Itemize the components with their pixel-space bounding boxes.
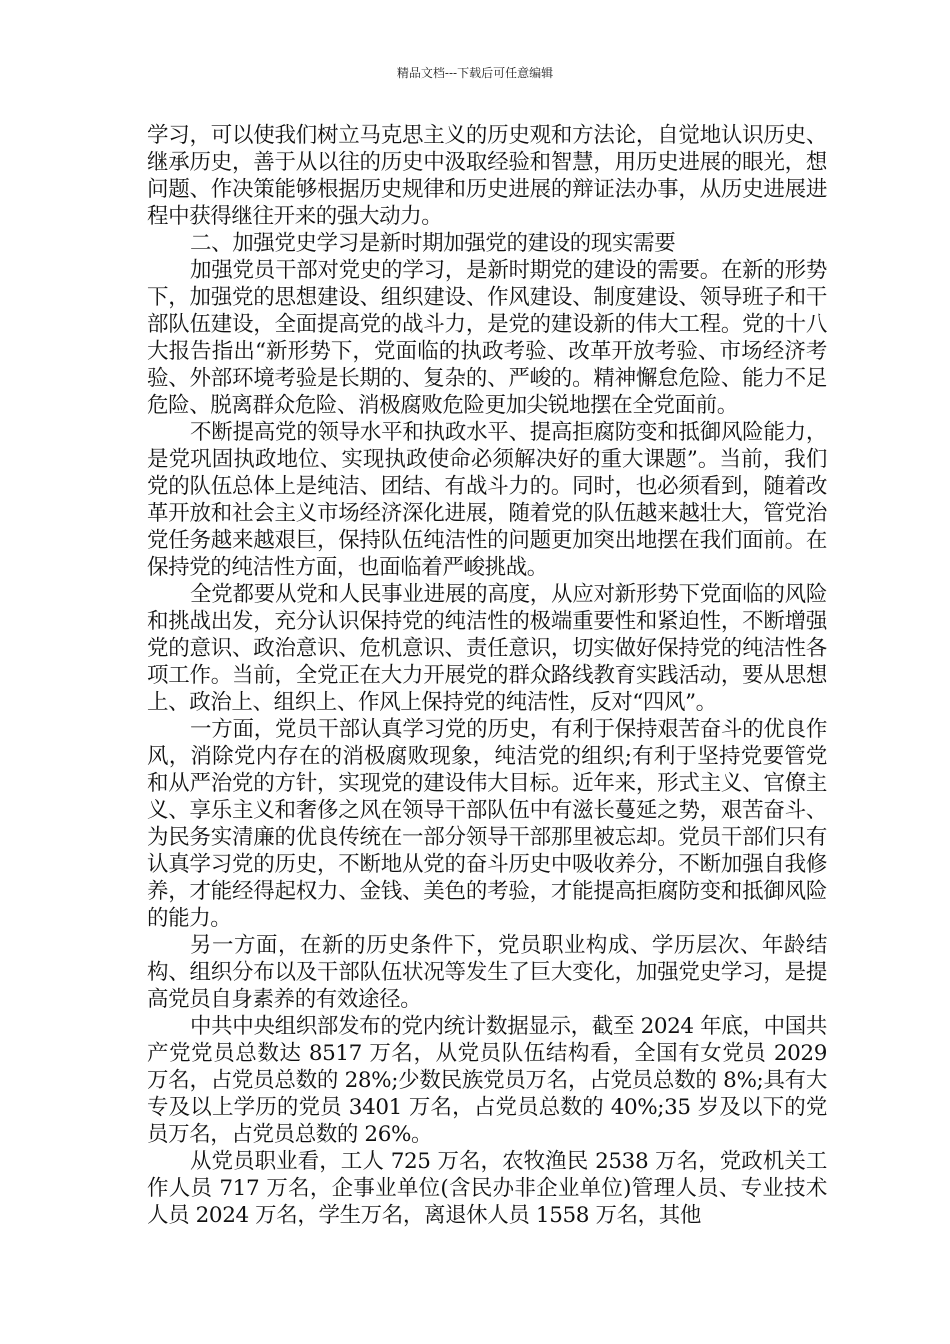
paragraph: 从党员职业看，工人 725 万名，农牧渔民 2538 万名，党政机关工作人员 717 万名，企事业单位(含民办非企业单位)管理人员、专业技术人员 2024 万名，学生万名，离退休人员 1558 万名，其他	[147, 1149, 827, 1228]
document-body	[147, 122, 827, 1229]
paragraph: 全党都要从党和人民事业进展的高度，从应对新形势下党面临的风险和挑战出发，充分认识保持党的纯洁性的极端重要性和紧迫性，不断增强党的意识、政治意识、危机意识、责任意识，切实做好保持党的纯洁性各项工作。当前，全党正在大力开展党的群众路线教育实践活动，要从思想上、政治上、组织上、作风上保持党的纯洁性，反对“四风”。	[147, 582, 827, 715]
paragraph: 不断提高党的领导水平和执政水平、提高拒腐防变和抵御风险能力，是党巩固执政地位、实现执政使命必须解决好的重大课题”。当前，我们党的队伍总体上是纯洁、团结、有战斗力的。同时，也必须看到，随着改革开放和社会主义市场经济深化进展，随着党的队伍越来越壮大，管党治党任务越来越艰巨，保持队伍纯洁性的问题更加突出地摆在我们面前。在保持党的纯洁性方面，也面临着严峻挑战。	[147, 420, 827, 580]
paragraph: 另一方面，在新的历史条件下，党员职业构成、学历层次、年龄结构、组织分布以及干部队伍状况等发生了巨大变化，加强党史学习，是提高党员自身素养的有效途径。	[147, 933, 827, 1012]
page-header: 精品文档---下载后可任意编辑	[396, 66, 554, 80]
section-heading: 二、加强党史学习是新时期加强党的建设的现实需要	[190, 231, 676, 256]
paragraph: 加强党员干部对党史的学习，是新时期党的建设的需要。在新的形势下，加强党的思想建设、组织建设、作风建设、制度建设、领导班子和干部队伍建设，全面提高党的战斗力，是党的建设新的伟大工程。党的十八大报告指出“新形势下，党面临的执政考验、改革开放考验、市场经济考验、外部环境考验是长期的、复杂的、严峻的。精神懈怠危险、能力不足危险、脱离群众危险、消极腐败危险更加尖锐地摆在全党面前。	[147, 258, 827, 418]
paragraph: 中共中央组织部发布的党内统计数据显示，截至 2024 年底，中国共产党党员总数达 8517 万名，从党员队伍结构看，全国有女党员 2029 万名，占党员总数的 28%;少数民族党员万名，占党员总数的 8%;具有大专及以上学历的党员 3401 万名，占党员总数的 40%;35 岁及以下的党员万名，占党员总数的 26%。	[147, 1014, 827, 1147]
paragraph: 学习，可以使我们树立马克思主义的历史观和方法论，自觉地认识历史、继承历史，善于从以往的历史中汲取经验和智慧，用历史进展的眼光，想问题、作决策能够根据历史规律和历史进展的辩证法办事，从历史进展进程中获得继往开来的强大动力。	[147, 123, 827, 229]
paragraph: 一方面，党员干部认真学习党的历史，有利于保持艰苦奋斗的优良作风，消除党内存在的消极腐败现象，纯洁党的组织;有利于坚持党要管党和从严治党的方针，实现党的建设伟大目标。近年来，形式主义、官僚主义、享乐主义和奢侈之风在领导干部队伍中有滋长蔓延之势，艰苦奋斗、为民务实清廉的优良传统在一部分领导干部那里被忘却。党员干部们只有认真学习党的历史，不断地从党的奋斗历史中吸收养分，不断加强自我修养，才能经得起权力、金钱、美色的考验，才能提高拒腐防变和抵御风险的能力。	[147, 717, 827, 931]
